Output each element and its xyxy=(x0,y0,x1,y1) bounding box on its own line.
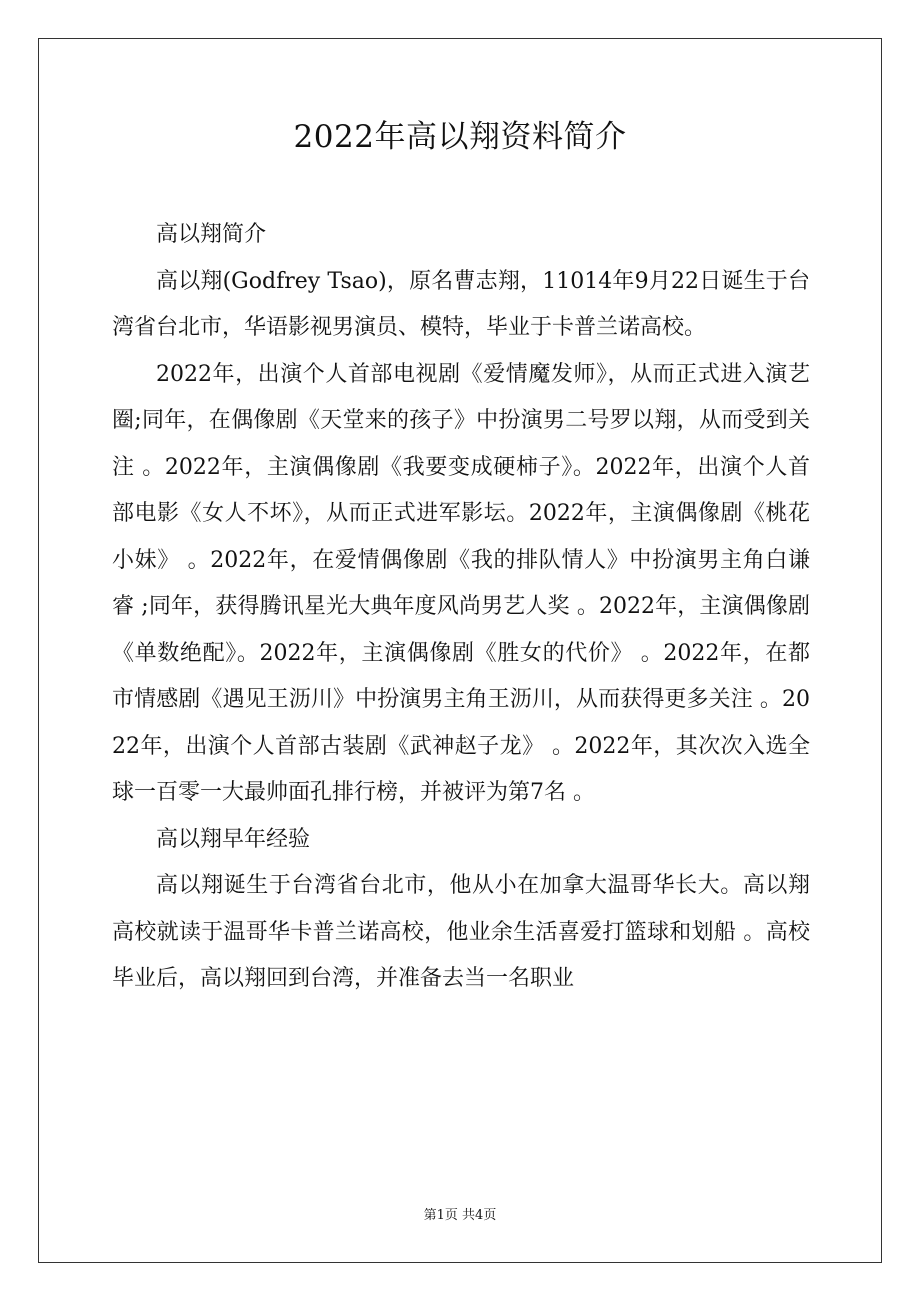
paragraph-early-life: 高以翔诞生于台湾省台北市，他从小在加拿大温哥华长大。高以翔高校就读于温哥华卡普兰诺高校，他业余生活喜爱打篮球和划船 。高校毕业后，高以翔回到台湾，并准备去当一名职业 xyxy=(112,873,810,991)
section-heading-early-life: 高以翔早年经验 xyxy=(156,826,311,852)
page-footer: 第1页 共4页 xyxy=(423,1208,497,1223)
document-body xyxy=(112,212,810,1003)
paragraph-career: 2022年，出演个人首部电视剧《爱情魔发师》，从而正式进入演艺圈;同年，在偶像剧《天堂来的孩子》中扮演男二号罗以翔，从而受到关注 。2022年，主演偶像剧《我要变成硬柿子》。2022年，出演个人首部电影《女人不坏》，从而正式进军影坛。2022年，主演偶像剧《桃花小妹》 。2022年，在爱情偶像剧《我的排队情人》中扮演男主角白谦睿 ;同年，获得腾讯星光大典年度风尚男艺人奖 。2022年，主演偶像剧《单数绝配》。2022年，主演偶像剧《胜女的代价》 。2022年，在都市情感剧《遇见王沥川》中扮演男主角王沥川，从而获得更多关注 。2022年，出演个人首部古装剧《武神赵子龙》 。2022年，其次次入选全球一百零一大最帅面孔排行榜，并被评为第7名 。 xyxy=(112,361,810,805)
paragraph-bio: 高以翔(Godfrey Tsao)，原名曹志翔，11014年9月22日诞生于台湾省台北市，华语影视男演员、模特，毕业于卡普兰诺高校。 xyxy=(112,268,810,340)
section-heading-intro: 高以翔简介 xyxy=(156,222,267,247)
document-title: 2022年高以翔资料简介 xyxy=(293,119,627,155)
